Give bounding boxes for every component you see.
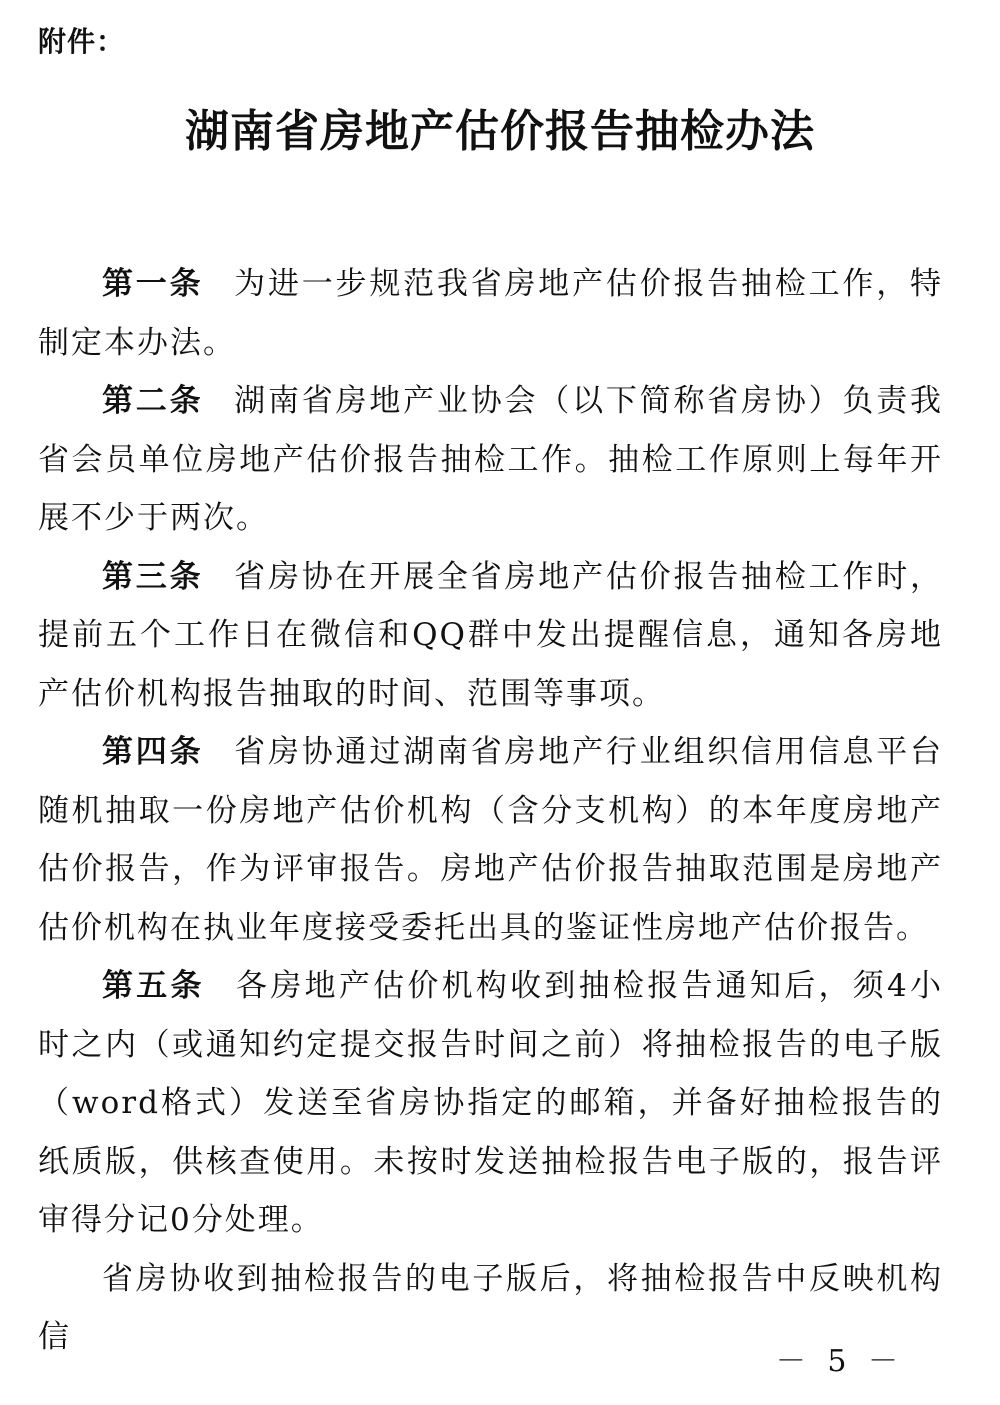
- article-5: [38, 957, 943, 1250]
- attachment-label: 附件：: [38, 25, 126, 58]
- article-4: [38, 723, 943, 957]
- article-2-label: 第二条: [102, 383, 204, 419]
- continuation-text: 省房协收到抽检报告的电子版后，将抽检报告中反映机构信: [38, 1260, 943, 1355]
- article-4-text: 省房协通过湖南省房地产行业组织信用信息平台随机抽取一份房地产估价机构（含分支机构）的本年度房地产估价报告，作为评审报告。房地产估价报告抽取范围是房地产估价机构在执业年度接受委托出具的鉴证性房地产估价报告。: [38, 734, 943, 946]
- document-body: [38, 255, 943, 1367]
- document-title: 湖南省房地产估价报告抽检办法: [185, 106, 815, 157]
- article-5-label: 第五条: [102, 968, 205, 1004]
- article-1-label: 第一条: [102, 266, 204, 302]
- article-2-text: 湖南省房地产业协会（以下简称省房协）负责我省会员单位房地产估价报告抽检工作。抽检工作原则上每年开展不少于两次。: [38, 383, 943, 536]
- article-4-label: 第四条: [102, 734, 204, 770]
- article-5-text: 各房地产估价机构收到抽检报告通知后，须4小时之内（或通知约定提交报告时间之前）将抽检报告的电子版（word格式）发送至省房协指定的邮箱，并备好抽检报告的纸质版，供核查使用。未按时发送抽检报告电子版的，报告评审得分记0分处理。: [38, 968, 944, 1238]
- article-1-text: 为进一步规范我省房地产估价报告抽检工作，特制定本办法。: [38, 266, 943, 361]
- article-2: [38, 372, 943, 548]
- article-3-text: 省房协在开展全省房地产估价报告抽检工作时，提前五个工作日在微信和QQ群中发出提醒信息，通知各房地产估价机构报告抽取的时间、范围等事项。: [38, 558, 943, 712]
- article-3: [38, 548, 943, 724]
- article-1: [38, 255, 943, 372]
- page-number: － 5 －: [775, 1344, 904, 1379]
- article-3-label: 第三条: [102, 558, 204, 595]
